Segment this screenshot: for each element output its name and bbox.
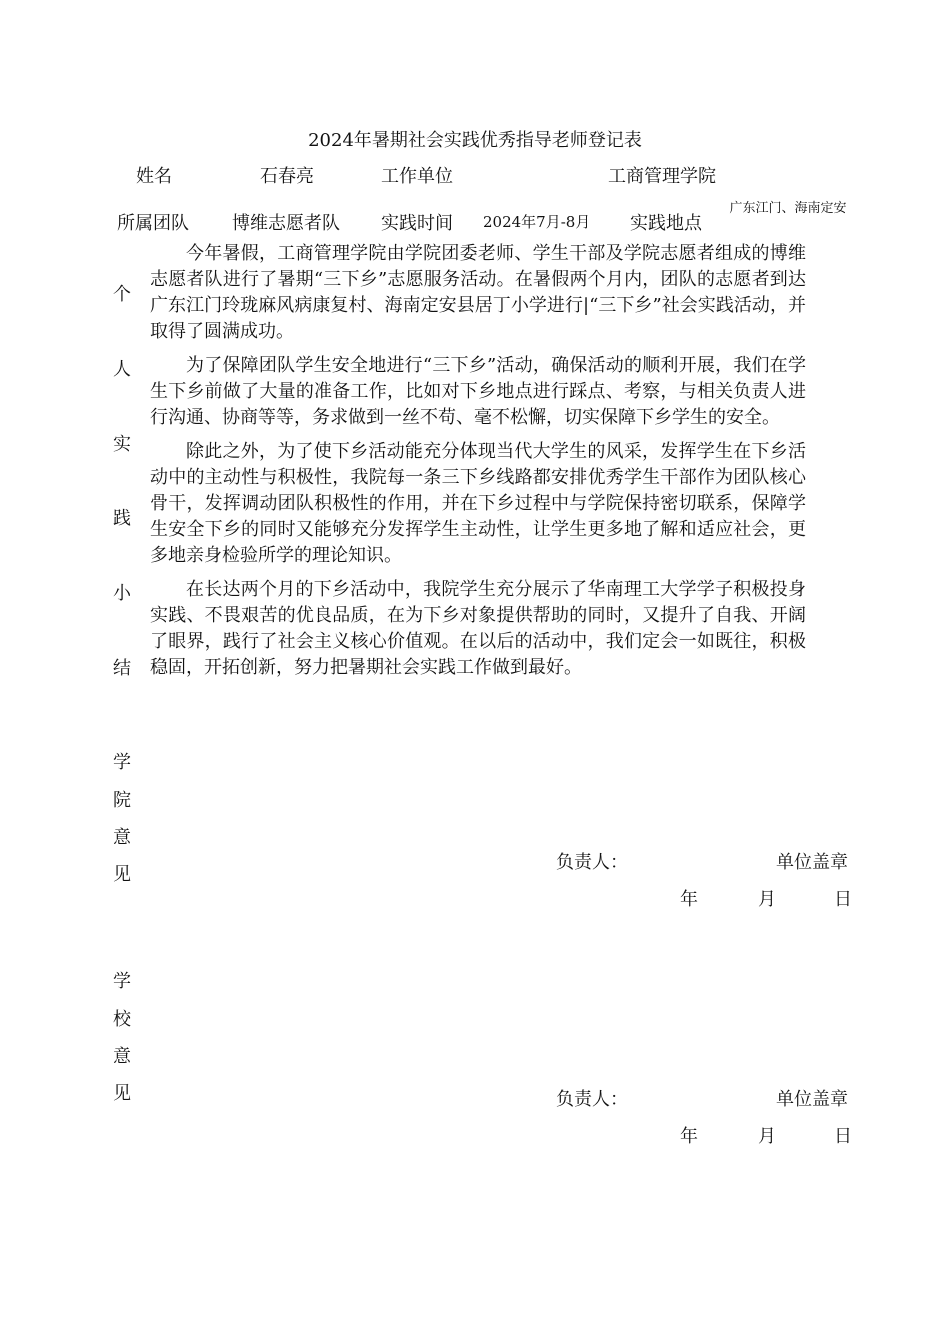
summary-body [150, 241, 806, 689]
college-year-label: 年 [680, 889, 698, 910]
summary-paragraph: 为了保障团队学生安全地进行“三下乡”活动，确保活动的顺利开展，我们在学生下乡前做了大量的准备工作，比如对下乡地点进行踩点、考察，与相关负责人进行沟通、协商等等，务求做到一丝不苟、毫不松懈，切实保障下乡学生的安全。 [150, 355, 806, 428]
college-opinion-label-char: 意 [113, 827, 131, 848]
school-opinion-label-char: 学 [113, 971, 131, 992]
summary-label-char: 个 [113, 284, 131, 305]
unit-label: 工作单位 [381, 166, 453, 187]
college-responsible-label: 负责人： [556, 852, 628, 873]
summary-label-char: 人 [113, 359, 131, 380]
summary-label-char: 结 [113, 658, 131, 679]
time-label: 实践时间 [381, 213, 453, 234]
time-value: 2024年7月-8月 [483, 213, 591, 231]
unit-value: 工商管理学院 [608, 166, 716, 187]
summary-paragraph: 除此之外，为了使下乡活动能充分体现当代大学生的风采，发挥学生在下乡活动中的主动性与积极性，我院每一条三下乡线路都安排优秀学生干部作为团队核心骨干，发挥调动团队积极性的作用，并在下乡过程中与学院保持密切联系，保障学生安全下乡的同时又能够充分发挥学生主动性，让学生更多地了解和适应社会，更多地亲身检验所学的理论知识。 [150, 441, 806, 566]
school-year-label: 年 [680, 1126, 698, 1147]
place-value: 广东江门、海南定安 [729, 201, 847, 216]
name-label: 姓名 [136, 166, 172, 187]
summary-paragraph: 今年暑假，工商管理学院由学院团委老师、学生干部及学院志愿者组成的博维志愿者队进行了暑期“三下乡”志愿服务活动。在暑假两个月内，团队的志愿者到达广东江门玲珑麻风病康复村、海南定安县居丁小学进行|“三下乡”社会实践活动，并取得了圆满成功。 [150, 243, 806, 342]
name-value: 石春亮 [260, 166, 314, 187]
college-day-label: 日 [834, 889, 852, 910]
college-opinion-label-char: 院 [113, 790, 131, 811]
school-opinion-label-char: 校 [113, 1009, 131, 1030]
school-opinion-label-char: 意 [113, 1046, 131, 1067]
summary-paragraph: 在长达两个月的下乡活动中，我院学生充分展示了华南理工大学学子积极投身实践、不畏艰苦的优良品质，在为下乡对象提供帮助的同时，又提升了自我、开阔了眼界，践行了社会主义核心价值观。在以后的活动中，我们定会一如既往，积极稳固，开拓创新，努力把暑期社会实践工作做到最好。 [150, 579, 806, 678]
college-month-label: 月 [758, 889, 776, 910]
college-opinion-label-char: 见 [113, 864, 131, 885]
team-label: 所属团队 [117, 213, 189, 234]
summary-label-char: 小 [113, 583, 131, 604]
place-label: 实践地点 [630, 213, 702, 234]
college-seal-label: 单位盖章 [776, 852, 848, 873]
summary-label-char: 践 [113, 508, 131, 529]
school-seal-label: 单位盖章 [776, 1089, 848, 1110]
school-day-label: 日 [834, 1126, 852, 1147]
team-value: 博维志愿者队 [232, 213, 340, 234]
college-opinion-label-char: 学 [113, 752, 131, 773]
summary-label-char: 实 [113, 434, 131, 455]
school-responsible-label: 负责人： [556, 1089, 628, 1110]
school-month-label: 月 [758, 1126, 776, 1147]
school-opinion-label-char: 见 [113, 1083, 131, 1104]
page-title: 2024年暑期社会实践优秀指导老师登记表 [308, 130, 642, 151]
